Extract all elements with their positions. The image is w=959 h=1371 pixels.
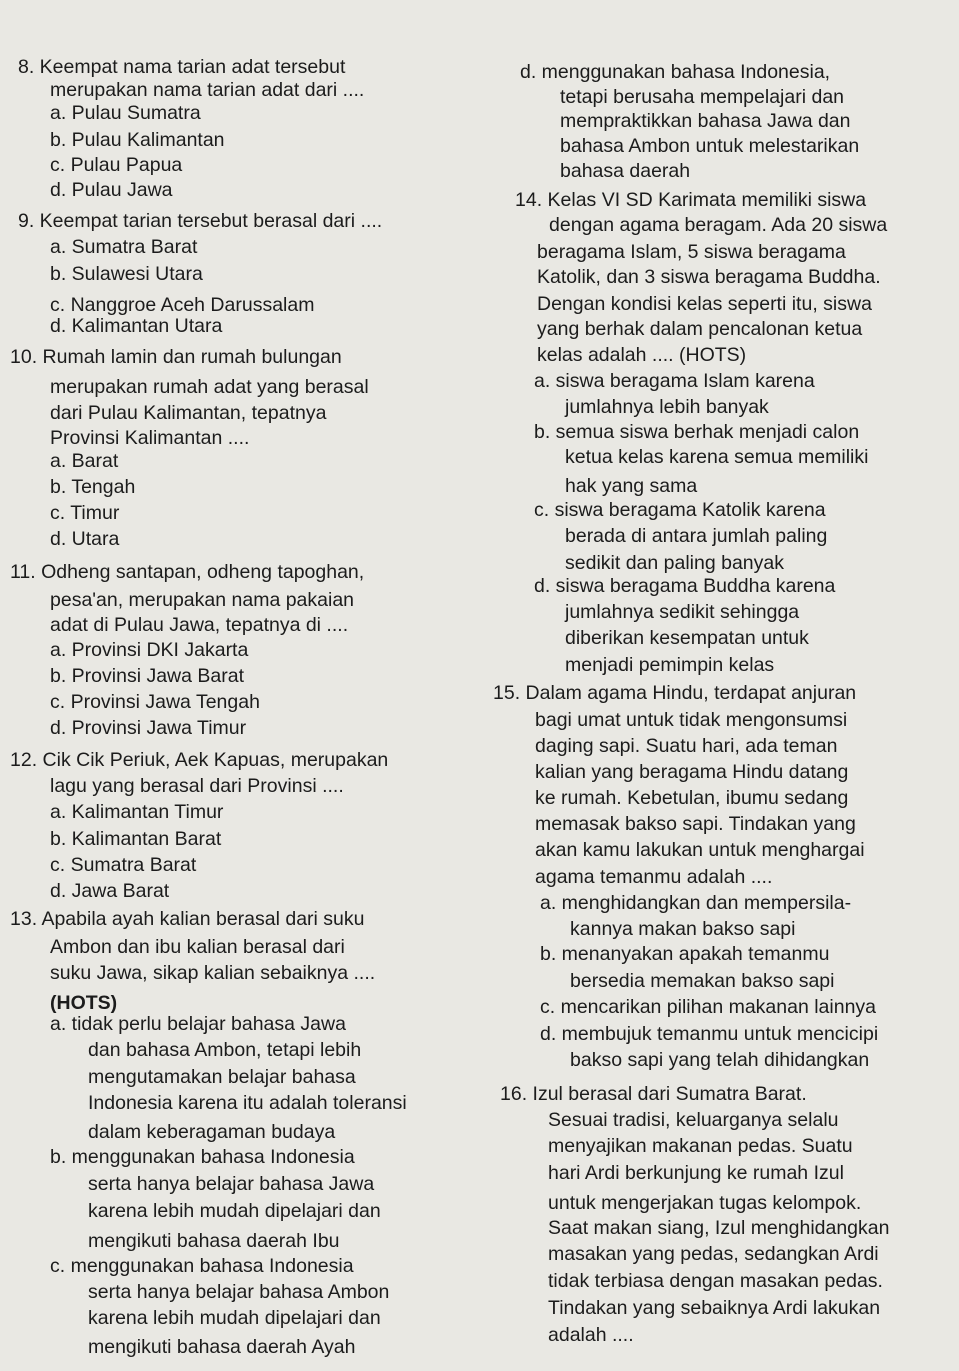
text-line: bahasa daerah [560,160,691,182]
text-line: Indonesia karena itu adalah toleransi [88,1092,407,1114]
text-line: c. Provinsi Jawa Tengah [50,691,260,713]
text-line: beragama Islam, 5 siswa beragama [537,241,846,263]
text-line: dan bahasa Ambon, tetapi lebih [88,1039,362,1061]
text-line: b. Sulawesi Utara [50,263,203,285]
text-line: bahasa Ambon untuk melestarikan [560,135,860,157]
text-line: b. Pulau Kalimantan [50,129,225,151]
text-line: b. Kalimantan Barat [50,828,222,850]
text-line: merupakan rumah adat yang berasal [50,376,369,398]
text-line: kalian yang beragama Hindu datang [535,761,849,783]
text-line: 10. Rumah lamin dan rumah bulungan [10,346,342,368]
text-line: kelas adalah .... (HOTS) [537,344,747,366]
text-line: bagi umat untuk tidak mengonsumsi [535,709,848,731]
text-line: Provinsi Kalimantan .... [50,427,250,449]
text-line: d. membujuk temanmu untuk mencicipi [540,1023,879,1045]
text-line: menjadi pemimpin kelas [565,654,775,676]
text-line: menyajikan makanan pedas. Suatu [548,1135,853,1157]
text-line: karena lebih mudah dipelajari dan [88,1200,381,1222]
text-line: jumlahnya sedikit sehingga [565,601,800,623]
text-line: Dengan kondisi kelas seperti itu, siswa [537,293,872,315]
text-line: serta hanya belajar bahasa Ambon [88,1281,390,1303]
text-line: d. menggunakan bahasa Indonesia, [520,61,831,83]
text-line: 9. Keempat tarian tersebut berasal dari .... [18,210,383,232]
text-line: b. semua siswa berhak menjadi calon [534,421,860,443]
text-line: dari Pulau Kalimantan, tepatnya [50,402,327,424]
text-line: d. Provinsi Jawa Timur [50,717,247,739]
text-line: a. siswa beragama Islam karena [534,370,815,392]
text-line: c. Nanggroe Aceh Darussalam [50,294,315,316]
text-line: yang berhak dalam pencalonan ketua [537,318,863,340]
text-line: 14. Kelas VI SD Karimata memiliki siswa [515,189,867,211]
text-line: dalam keberagaman budaya [88,1121,336,1143]
text-line: Saat makan siang, Izul menghidangkan [548,1217,890,1239]
text-line: untuk mengerjakan tugas kelompok. [548,1192,862,1214]
text-line: tetapi berusaha mempelajari dan [560,86,845,108]
text-line: hak yang sama [565,475,698,497]
text-line: lagu yang berasal dari Provinsi .... [50,775,344,797]
text-line: mengikuti bahasa daerah Ayah [88,1336,356,1358]
text-line: hari Ardi berkunjung ke rumah Izul [548,1162,844,1184]
text-line: daging sapi. Suatu hari, ada teman [535,735,838,757]
text-line: 8. Keempat nama tarian adat tersebut [18,56,346,78]
text-line: sedikit dan paling banyak [565,552,784,574]
text-line: d. siswa beragama Buddha karena [534,575,836,597]
text-line: berada di antara jumlah paling [565,525,828,547]
text-line: c. Pulau Papua [50,154,183,176]
text-line: a. Sumatra Barat [50,236,198,258]
text-line: tidak terbiasa dengan masakan pedas. [548,1270,883,1292]
text-line: mempraktikkan bahasa Jawa dan [560,110,851,132]
text-line: a. Barat [50,450,119,472]
text-line: b. menggunakan bahasa Indonesia [50,1146,355,1168]
text-line: a. tidak perlu belajar bahasa Jawa [50,1013,346,1035]
text-line: Katolik, dan 3 siswa beragama Buddha. [537,266,881,288]
text-line: 12. Cik Cik Periuk, Aek Kapuas, merupakan [10,749,389,771]
text-line: mengutamakan belajar bahasa [88,1066,356,1088]
text-line: a. Pulau Sumatra [50,102,201,124]
text-line: Ambon dan ibu kalian berasal dari [50,936,345,958]
text-line: ke rumah. Kebetulan, ibumu sedang [535,787,849,809]
text-line: c. Sumatra Barat [50,854,197,876]
text-line: diberikan kesempatan untuk [565,627,809,649]
text-line: dengan agama beragam. Ada 20 siswa [549,214,888,236]
text-line: 13. Apabila ayah kalian berasal dari suku [10,908,365,930]
text-line: d. Kalimantan Utara [50,315,223,337]
text-line: 15. Dalam agama Hindu, terdapat anjuran [493,682,857,704]
text-line: adat di Pulau Jawa, tepatnya di .... [50,614,349,636]
text-line: adalah .... [548,1324,634,1346]
text-line: kannya makan bakso sapi [570,918,796,940]
text-line: agama temanmu adalah .... [535,866,773,888]
text-line: a. Kalimantan Timur [50,801,224,823]
text-line: c. Timur [50,502,120,524]
text-line: (HOTS) [50,992,118,1014]
text-line: b. menanyakan apakah temanmu [540,943,830,965]
text-line: c. menggunakan bahasa Indonesia [50,1255,354,1277]
text-line: d. Jawa Barat [50,880,170,902]
text-line: d. Utara [50,528,120,550]
text-line: karena lebih mudah dipelajari dan [88,1307,381,1329]
text-line: serta hanya belajar bahasa Jawa [88,1173,375,1195]
text-line: b. Tengah [50,476,136,498]
text-line: memasak bakso sapi. Tindakan yang [535,813,856,835]
text-line: akan kamu lakukan untuk menghargai [535,839,865,861]
text-line: a. Provinsi DKI Jakarta [50,639,249,661]
text-line: suku Jawa, sikap kalian sebaiknya .... [50,962,376,984]
text-line: c. mencarikan pilihan makanan lainnya [540,996,877,1018]
text-line: b. Provinsi Jawa Barat [50,665,245,687]
text-line: c. siswa beragama Katolik karena [534,499,826,521]
text-line: pesa'an, merupakan nama pakaian [50,589,355,611]
text-line: Sesuai tradisi, keluarganya selalu [548,1109,839,1131]
text-line: d. Pulau Jawa [50,179,173,201]
text-line: jumlahnya lebih banyak [565,396,769,418]
text-line: bakso sapi yang telah dihidangkan [570,1049,870,1071]
text-line: Tindakan yang sebaiknya Ardi lakukan [548,1297,881,1319]
text-line: bersedia memakan bakso sapi [570,970,835,992]
text-line: mengikuti bahasa daerah Ibu [88,1230,340,1252]
text-line: 11. Odheng santapan, odheng tapoghan, [10,561,365,583]
text-line: ketua kelas karena semua memiliki [565,446,869,468]
text-line: a. menghidangkan dan mempersila- [540,892,852,914]
text-line: merupakan nama tarian adat dari .... [50,79,365,101]
text-line: 16. Izul berasal dari Sumatra Barat. [500,1083,807,1105]
text-line: masakan yang pedas, sedangkan Ardi [548,1243,879,1265]
